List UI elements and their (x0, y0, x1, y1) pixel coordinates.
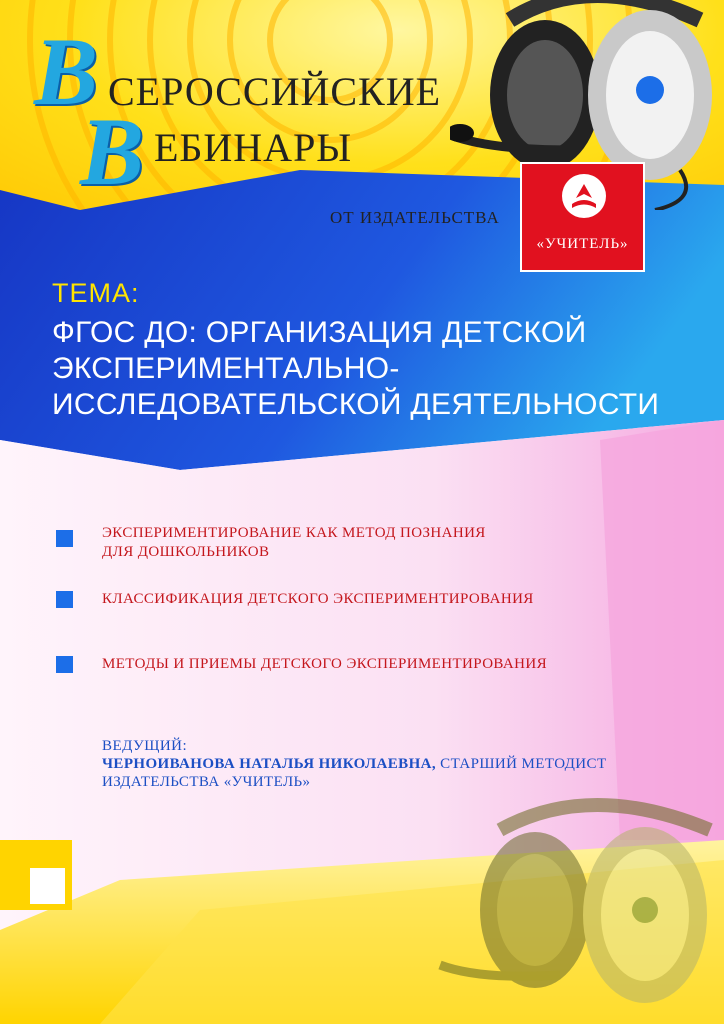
list-item: МЕТОДЫ И ПРИЕМЫ ДЕТСКОГО ЭКСПЕРИМЕНТИРОВАНИЯ (102, 656, 547, 672)
bullet-square-icon (56, 530, 73, 547)
title-cap-2: В (80, 98, 145, 205)
list-item: ЭКСПЕРИМЕНТИРОВАНИЕ КАК МЕТОД ПОЗНАНИЯ (102, 525, 486, 541)
bullet-square-icon (56, 591, 73, 608)
list-item: ДЛЯ ДОШКОЛЬНИКОВ (102, 544, 270, 560)
from-publisher-label: ОТ ИЗДАТЕЛЬСТВА (330, 208, 500, 227)
title-cap-1: В (34, 18, 99, 125)
host-org: ИЗДАТЕЛЬСТВА «УЧИТЕЛЬ» (102, 774, 311, 790)
publisher-logo (520, 162, 645, 272)
theme-title (52, 315, 692, 423)
theme-line: ЭКСПЕРИМЕНТАЛЬНО- (52, 352, 400, 385)
host-label: ВЕДУЩИЙ: (102, 738, 188, 754)
logo-name: «УЧИТЕЛЬ» (536, 236, 629, 252)
theme-label: ТЕМА: (52, 278, 140, 308)
book-icon (562, 174, 606, 218)
title-line-1: СЕРОССИЙСКИЕ (108, 69, 442, 114)
host-name: ЧЕРНОИВАНОВА НАТАЛЬЯ НИКОЛАЕВНА, (102, 756, 437, 772)
theme-line: ИССЛЕДОВАТЕЛЬСКОЙ ДЕЯТЕЛЬНОСТИ (52, 388, 660, 421)
corner-square-inner (30, 868, 65, 904)
bullet-square-icon (56, 656, 73, 673)
host-role: СТАРШИЙ МЕТОДИСТ (436, 756, 607, 772)
host-line (102, 756, 607, 773)
title-line-2: ЕБИНАРЫ (154, 125, 353, 170)
theme-line: ФГОС ДО: ОРГАНИЗАЦИЯ ДЕТСКОЙ (52, 316, 587, 349)
headphones-icon (420, 790, 724, 1024)
list-item: КЛАССИФИКАЦИЯ ДЕТСКОГО ЭКСПЕРИМЕНТИРОВАНИЯ (102, 591, 534, 607)
